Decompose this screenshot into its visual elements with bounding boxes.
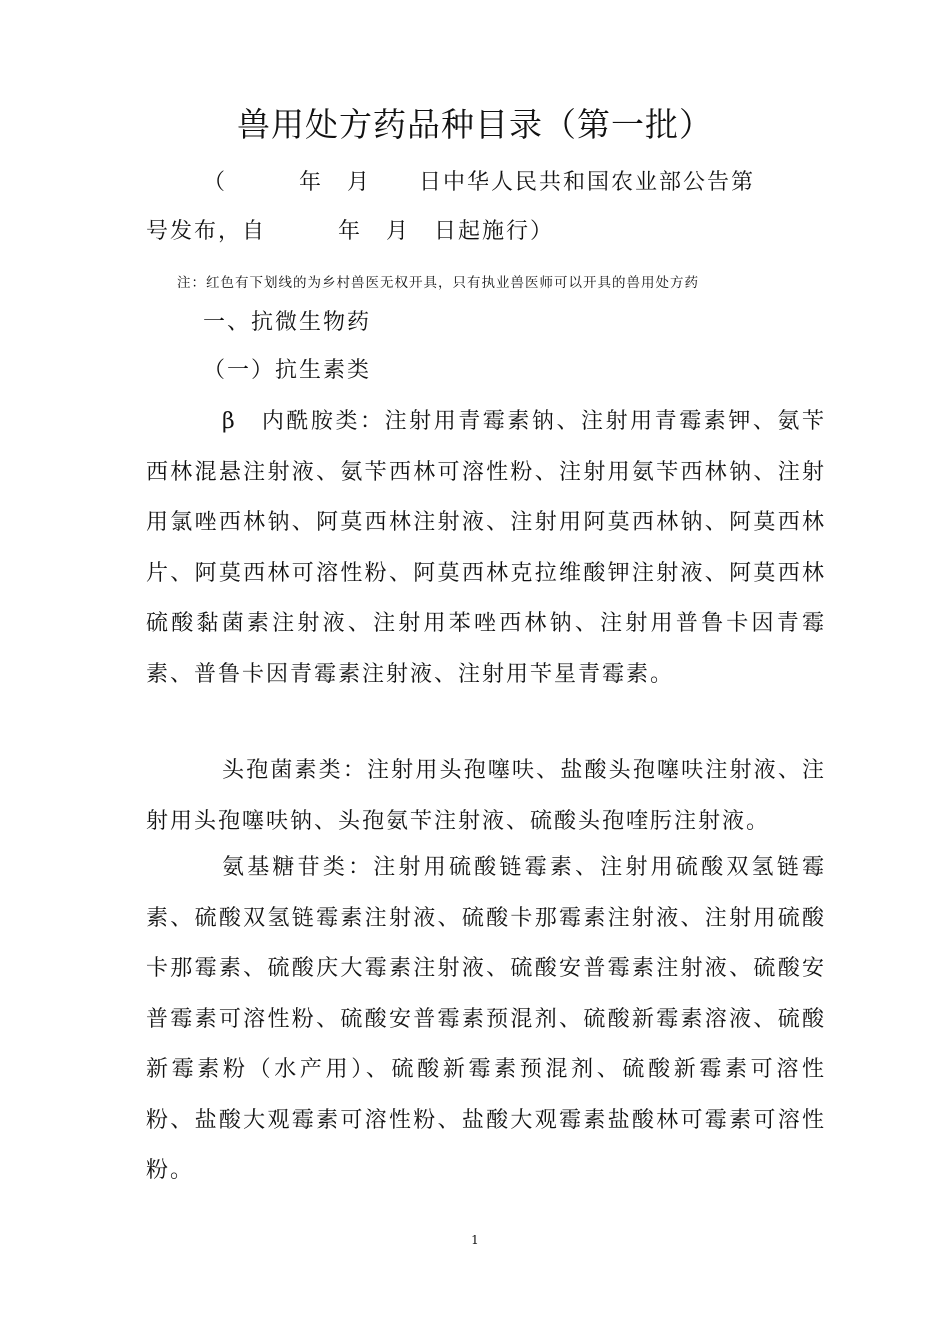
section-heading: 一、抗微生物药 <box>203 310 372 335</box>
paragraph-aminoglycoside: 氨基糖苷类：注射用硫酸链霉素、注射用硫酸双氢链霉素、硫酸双氢链霉素注射液、硫酸卡那霉素注射液、注射用硫酸卡那霉素、硫酸庆大霉素注射液、硫酸安普霉素注射液、硫酸安普霉素可溶性粉、硫酸安普霉素预混剂、硫酸新霉素溶液、硫酸新霉素粉（水产用）、硫酸新霉素预混剂、硫酸新霉素可溶性粉、盐酸大观霉素可溶性粉、盐酸大观霉素盐酸林可霉素可溶性粉。 <box>146 855 826 1183</box>
note-text: 注：红色有下划线的为乡村兽医无权开具，只有执业兽医师可以开具的兽用处方药 <box>177 275 699 291</box>
paragraph-cephalosporin: 头孢菌素类：注射用头孢噻呋、盐酸头孢噻呋注射液、注射用头孢噻呋钠、头孢氨苄注射液、硫酸头孢喹肟注射液。 <box>146 758 826 834</box>
page-number: 1 <box>471 1233 479 1247</box>
subsection-heading: （一）抗生素类 <box>203 358 372 383</box>
paragraph-beta-lactam: β 内酰胺类：注射用青霉素钠、注射用青霉素钾、氨苄西林混悬注射液、氨苄西林可溶性粉、注射用氨苄西林钠、注射用氯唑西林钠、阿莫西林注射液、注射用阿莫西林钠、阿莫西林片、阿莫西林可溶性粉、阿莫西林克拉维酸钾注射液、阿莫西林硫酸黏菌素注射液、注射用苯唑西林钠、注射用普鲁卡因青霉素、普鲁卡因青霉素注射液、注射用苄星青霉素。 <box>146 409 826 687</box>
publication-line-1: （ 年 月 日中华人民共和国农业部公告第 <box>203 170 756 195</box>
document-title: 兽用处方药品种目录（第一批） <box>237 105 713 144</box>
publication-line-2: 号发布，自 年 月 日起施行） <box>146 219 555 244</box>
